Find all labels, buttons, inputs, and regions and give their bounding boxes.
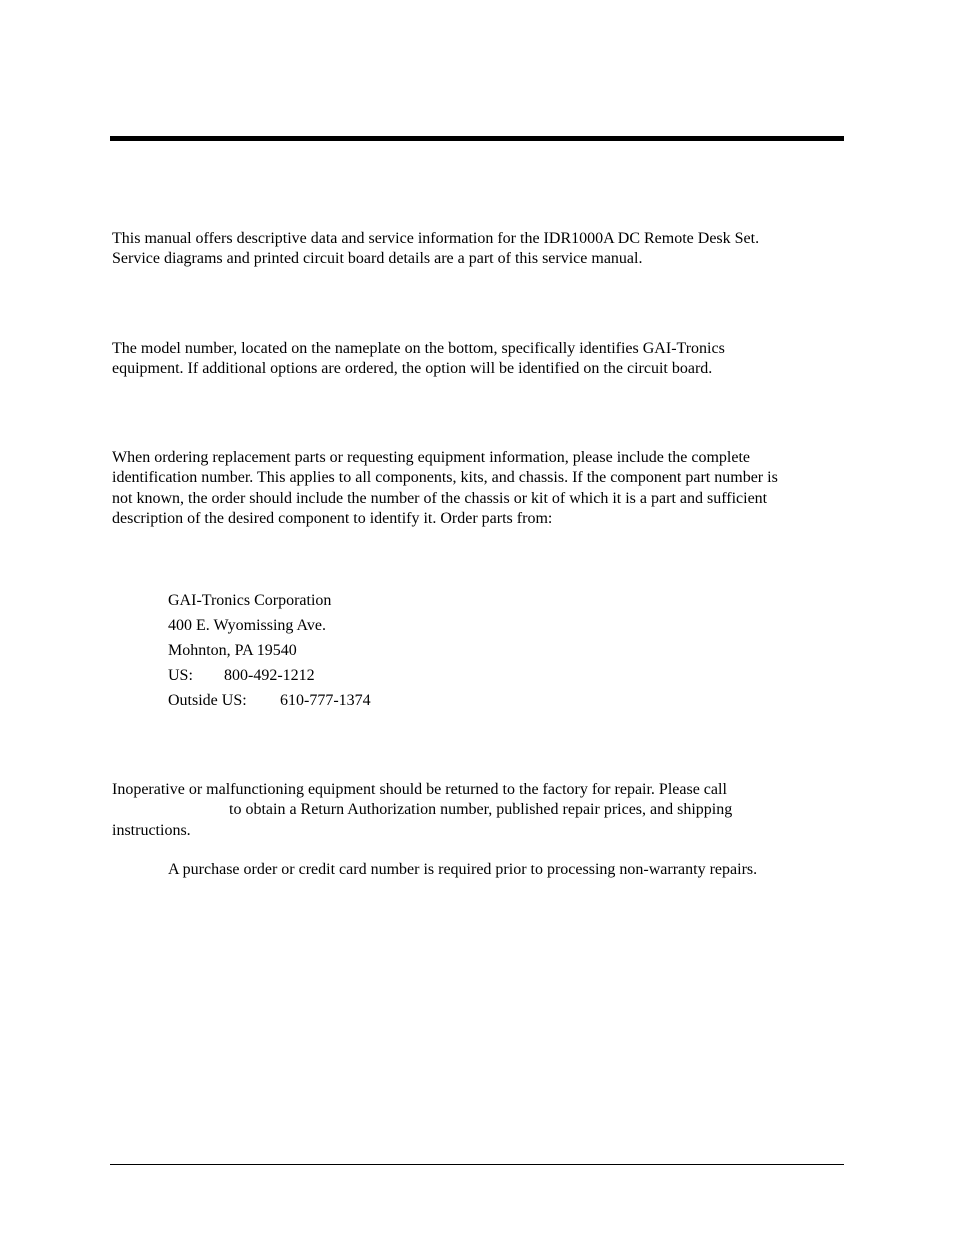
address-us-phone-row <box>168 666 315 686</box>
address-city: Mohnton, PA 19540 <box>168 642 297 659</box>
outside-phone-label: Outside US: <box>168 692 247 709</box>
ordering-paragraph <box>112 448 852 529</box>
repair-line-1: Inoperative or malfunctioning equipment should be returned to the factory for repair. Please call <box>112 781 727 798</box>
ordering-line-4: description of the desired component to identify it. Order parts from: <box>112 509 553 527</box>
ordering-line-1: When ordering replacement parts or requesting equipment information, please include the complete <box>112 449 750 466</box>
footer-rule <box>110 1164 844 1165</box>
header-rule <box>110 136 844 141</box>
outside-phone-number: 610-777-1374 <box>280 692 371 709</box>
intro-line-2: Service diagrams and printed circuit board details are a part of this service manual. <box>112 250 643 268</box>
repair-note: A purchase order or credit card number is required prior to processing non-warranty repairs. <box>168 861 758 878</box>
repair-paragraph <box>112 780 852 841</box>
ordering-line-3: not known, the order should include the number of the chassis or kit of which it is a part and sufficient <box>112 489 768 507</box>
model-line-2: equipment. If additional options are ordered, the option will be identified on the circuit board. <box>112 360 713 378</box>
us-phone-label: US: <box>168 667 193 684</box>
address-outside-phone-row <box>168 691 371 711</box>
ordering-line-2: identification number. This applies to all components, kits, and chassis. If the component part number is <box>112 469 778 487</box>
repair-line-3: instructions. <box>112 821 191 839</box>
repair-line-2: to obtain a Return Authorization number, published repair prices, and shipping <box>229 801 733 819</box>
address-street: 400 E. Wyomissing Ave. <box>168 617 326 634</box>
model-paragraph <box>112 339 852 380</box>
model-line-1: The model number, located on the nameplate on the bottom, specifically identifies GAI-Tronics <box>112 340 725 357</box>
address-company: GAI-Tronics Corporation <box>168 592 332 609</box>
us-phone-number: 800-492-1212 <box>224 667 315 684</box>
intro-line-1: This manual offers descriptive data and service information for the IDR1000A DC Remote Desk Set. <box>112 230 760 247</box>
intro-paragraph <box>112 229 852 270</box>
